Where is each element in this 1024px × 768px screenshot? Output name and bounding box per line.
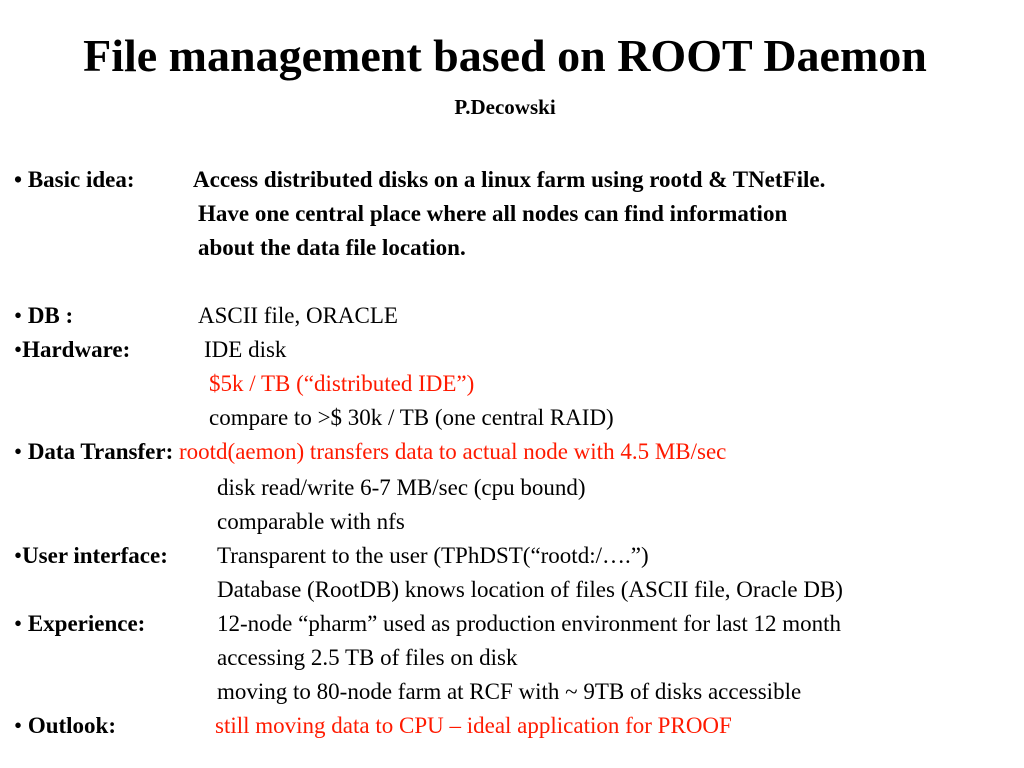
- user-interface-line-1: Database (RootDB) knows location of files (ASCII file, Oracle DB): [217, 577, 843, 602]
- data-transfer-line-1: disk read/write 6-7 MB/sec (cpu bound): [217, 475, 586, 500]
- outlook-label: Outlook:: [27, 713, 116, 738]
- bullet: •: [14, 713, 23, 738]
- data-transfer-item: [14, 440, 726, 463]
- user-interface-value: Transparent to the user (TPhDST(“rootd:/….”): [217, 543, 649, 568]
- experience-value: 12-node “pharm” used as production environment for last 12 month: [217, 611, 842, 636]
- basic-idea-label: Basic idea:: [27, 167, 135, 192]
- hardware-line-1: $5k / TB (“distributed IDE”): [209, 371, 475, 396]
- data-transfer-value: rootd(aemon) transfers data to actual node with 4.5 MB/sec: [179, 439, 727, 464]
- data-transfer-line-2: comparable with nfs: [217, 509, 405, 534]
- outlook-item: [14, 714, 116, 737]
- bullet: •: [14, 439, 23, 464]
- db-label: DB :: [27, 303, 74, 328]
- user-interface-label: User interface:: [22, 543, 168, 568]
- user-interface-item: [14, 544, 168, 567]
- bullet: •: [14, 337, 23, 362]
- bullet: •: [14, 167, 23, 192]
- slide-title: File management based on ROOT Daemon: [83, 30, 927, 81]
- basic-idea-line-1: Access distributed disks on a linux farm using rootd & TNetFile.: [193, 167, 826, 192]
- slide-author: P.Decowski: [454, 95, 556, 119]
- basic-idea-line-3: about the data file location.: [198, 235, 466, 260]
- experience-item: [14, 612, 145, 635]
- hardware-line-2: compare to >$ 30k / TB (one central RAID): [209, 405, 614, 430]
- basic-idea-bullet: [14, 168, 135, 191]
- db-item: [14, 304, 73, 327]
- experience-line-1: accessing 2.5 TB of files on disk: [217, 645, 518, 670]
- hardware-value: IDE disk: [204, 337, 287, 362]
- hardware-label: Hardware:: [22, 337, 131, 362]
- hardware-item: [14, 338, 130, 361]
- experience-label: Experience:: [27, 611, 146, 636]
- bullet: •: [14, 303, 23, 328]
- db-value: ASCII file, ORACLE: [198, 303, 398, 328]
- bullet: •: [14, 543, 23, 568]
- experience-line-2: moving to 80-node farm at RCF with ~ 9TB of disks accessible: [217, 679, 802, 704]
- basic-idea-line-2: Have one central place where all nodes can find information: [198, 201, 788, 226]
- outlook-value: still moving data to CPU – ideal application for PROOF: [215, 713, 732, 738]
- bullet: •: [14, 611, 23, 636]
- data-transfer-label: Data Transfer:: [27, 439, 174, 464]
